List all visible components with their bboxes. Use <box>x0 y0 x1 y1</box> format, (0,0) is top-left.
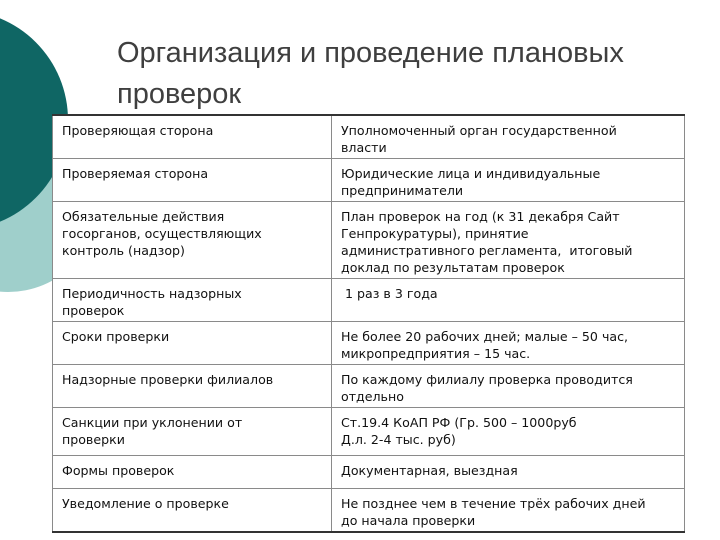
table-row <box>53 115 685 159</box>
table-row <box>53 365 685 408</box>
row-value-line: Уполномоченный орган государственной <box>341 123 617 138</box>
slide-title <box>117 33 707 115</box>
row-label-cell <box>53 159 332 202</box>
row-label-line: Надзорные проверки филиалов <box>62 372 274 387</box>
row-value-cell <box>332 115 685 159</box>
row-label-line: госорганов, осуществляющих <box>62 226 262 241</box>
row-value-line: доклад по результатам проверок <box>341 260 565 275</box>
row-value-cell <box>332 322 685 365</box>
row-value-line: власти <box>341 140 387 155</box>
row-value-line: Документарная, выездная <box>341 463 518 478</box>
row-value-cell <box>332 456 685 489</box>
row-label-line: Уведомление о проверке <box>62 496 229 511</box>
row-value-line: предприниматели <box>341 183 464 198</box>
row-label-line: проверки <box>62 432 125 447</box>
row-label-line: Обязательные действия <box>62 209 225 224</box>
row-label-line: Санкции при уклонении от <box>62 415 243 430</box>
table-row <box>53 279 685 322</box>
row-label-cell <box>53 365 332 408</box>
row-value-cell <box>332 159 685 202</box>
row-label-line: контроль (надзор) <box>62 243 185 258</box>
table-row <box>53 456 685 489</box>
inspection-table-body <box>53 115 685 532</box>
table-row <box>53 322 685 365</box>
row-value-line: План проверок на год (к 31 декабря Сайт <box>341 209 620 224</box>
row-value-line: Д.л. 2-4 тыс. руб) <box>341 432 456 447</box>
row-value-line: отдельно <box>341 389 404 404</box>
row-value-cell <box>332 408 685 456</box>
table-row <box>53 202 685 279</box>
slide-title-line-2: проверок <box>117 78 242 110</box>
row-label-cell <box>53 456 332 489</box>
row-value-cell <box>332 202 685 279</box>
row-label-cell <box>53 408 332 456</box>
row-value-line: Не более 20 рабочих дней; малые – 50 час, <box>341 329 629 344</box>
row-value-line: административного регламента, итоговый <box>341 243 633 258</box>
row-label-line: Проверяемая сторона <box>62 166 209 181</box>
table-row <box>53 408 685 456</box>
row-value-line: 1 раз в 3 года <box>341 286 438 301</box>
row-label-cell <box>53 489 332 533</box>
inspection-table <box>52 114 685 533</box>
row-label-cell <box>53 279 332 322</box>
row-label-cell <box>53 115 332 159</box>
row-value-line: до начала проверки <box>341 513 476 528</box>
row-value-cell <box>332 489 685 533</box>
row-value-cell <box>332 279 685 322</box>
row-value-line: микропредприятия – 15 час. <box>341 346 531 361</box>
row-value-line: Не позднее чем в течение трёх рабочих дней <box>341 496 646 511</box>
row-label-cell <box>53 322 332 365</box>
slide-title-line-1: Организация и проведение плановых <box>117 37 624 69</box>
row-label-line: Формы проверок <box>62 463 175 478</box>
row-value-line: Ст.19.4 КоАП РФ (Гр. 500 – 1000руб <box>341 415 577 430</box>
row-label-line: Сроки проверки <box>62 329 170 344</box>
row-value-cell <box>332 365 685 408</box>
row-label-line: Проверяющая сторона <box>62 123 214 138</box>
table-row <box>53 489 685 533</box>
row-value-line: Генпрокуратуры), принятие <box>341 226 529 241</box>
row-label-line: проверок <box>62 303 125 318</box>
row-value-line: Юридические лица и индивидуальные <box>341 166 601 181</box>
row-label-cell <box>53 202 332 279</box>
row-label-line: Периодичность надзорных <box>62 286 242 301</box>
table-row <box>53 159 685 202</box>
row-value-line: По каждому филиалу проверка проводится <box>341 372 633 387</box>
